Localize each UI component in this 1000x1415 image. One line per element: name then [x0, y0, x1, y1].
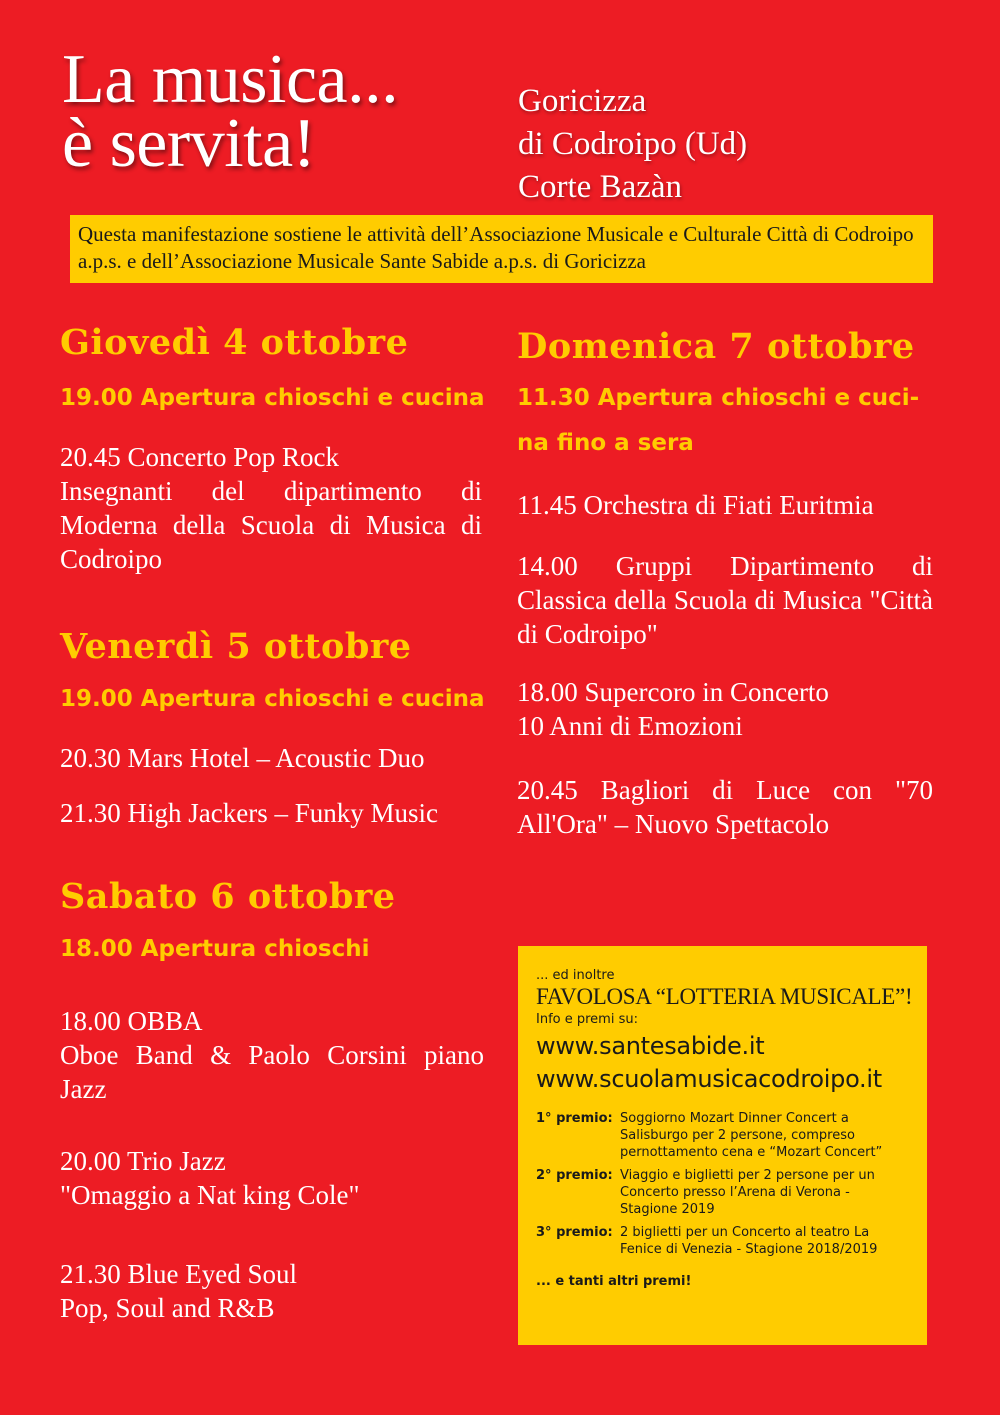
event-time: 18.00 — [60, 1006, 121, 1036]
title-line-1: La musica... — [62, 41, 399, 118]
lottery-box — [518, 946, 927, 1345]
event-venerdi-1 — [60, 741, 490, 775]
event-time: 14.00 — [517, 551, 578, 581]
lottery-more: ... e tanti altri premi! — [536, 1274, 692, 1289]
event-text: Blue Eyed Soul — [127, 1259, 297, 1289]
opening-domenica-line-1: 11.30 Apertura chioschi e cuci- — [517, 385, 920, 411]
support-banner: Questa manifestazione sostiene le attività dell’Associazione Musicale e Culturale Città di Codroipo a.p.s. e dell’Associazione Musicale Sante Sabide a.p.s. di Goricizza — [70, 215, 933, 283]
event-time: 21.30 — [60, 798, 121, 828]
prize-text: Soggiorno Mozart Dinner Concert a Salisburgo per 2 persone, compreso pernottamento cena e “Mozart Concert” — [620, 1111, 883, 1160]
event-time: 20.30 — [60, 743, 121, 773]
event-venerdi-2 — [60, 796, 490, 830]
event-text: Mars Hotel – Acoustic Duo — [127, 743, 425, 773]
event-desc: Oboe Band & Paolo Corsini piano Jazz — [60, 1040, 484, 1104]
prize-2 — [536, 1167, 909, 1218]
event-desc: Pop, Soul and R&B — [60, 1293, 275, 1323]
venue-line-1: Goricizza — [518, 83, 647, 119]
opening-giovedi: 19.00 Apertura chioschi e cucina — [60, 385, 485, 411]
opening-sabato: 18.00 Apertura chioschi — [60, 936, 370, 962]
event-text: Gruppi Dipartimento di Classica della Scuola di Musica "Città di Codroipo" — [517, 551, 933, 649]
venue — [518, 80, 747, 209]
lottery-link-scuolamusica[interactable]: www.scuolamusicacodroipo.it — [536, 1065, 882, 1093]
prize-3 — [536, 1224, 909, 1258]
event-domenica-1 — [517, 488, 937, 522]
event-time: 20.00 — [60, 1146, 121, 1176]
event-text: High Jackers – Funky Music — [127, 798, 438, 828]
lottery-link-santesabide[interactable]: www.santesabide.it — [536, 1032, 765, 1060]
event-sabato-3 — [60, 1257, 490, 1325]
poster-title — [62, 41, 399, 182]
prize-text: Viaggio e biglietti per 2 persone per un Concerto presso l’Arena di Verona - Stagione 2019 — [620, 1168, 875, 1217]
event-giovedi-1 — [60, 440, 482, 576]
event-domenica-3 — [517, 675, 937, 743]
prize-label: 3° premio: — [536, 1225, 613, 1240]
title-line-2: è servita! — [62, 105, 316, 182]
event-time: 11.45 — [517, 490, 577, 520]
opening-domenica-line-2: na fino a sera — [517, 430, 694, 456]
lottery-intro: ... ed inoltre — [536, 968, 615, 983]
lottery-info: Info e premi su: — [536, 1012, 638, 1027]
event-desc: Insegnanti del dipartimento di Moderna della Scuola di Musica di Codroipo — [60, 476, 482, 574]
event-domenica-2 — [517, 549, 933, 651]
day-title-giovedi: Giovedì 4 ottobre — [60, 322, 409, 363]
prize-label: 2° premio: — [536, 1168, 613, 1183]
event-time: 20.45 — [517, 775, 578, 805]
event-sabato-1 — [60, 1004, 484, 1106]
event-desc: 10 Anni di Emozioni — [517, 711, 743, 741]
lottery-title: FAVOLOSA “LOTTERIA MUSICALE”! — [536, 984, 913, 1009]
event-time: 20.45 — [60, 442, 121, 472]
day-title-domenica: Domenica 7 ottobre — [517, 326, 915, 367]
event-text: OBBA — [127, 1006, 203, 1036]
event-text: Supercoro in Concerto — [584, 677, 829, 707]
day-title-sabato: Sabato 6 ottobre — [60, 876, 396, 917]
opening-venerdi: 19.00 Apertura chioschi e cucina — [60, 686, 485, 712]
prize-1 — [536, 1110, 909, 1161]
event-sabato-2 — [60, 1144, 490, 1212]
day-title-venerdi: Venerdì 5 ottobre — [60, 626, 412, 667]
event-text: Bagliori di Luce con "70 All'Ora" – Nuovo Spettacolo — [517, 775, 933, 839]
event-text: Concerto Pop Rock — [127, 442, 339, 472]
event-time: 18.00 — [517, 677, 578, 707]
prize-text: 2 biglietti per un Concerto al teatro La Fenice di Venezia - Stagione 2018/2019 — [620, 1225, 878, 1257]
event-domenica-4 — [517, 773, 933, 841]
event-text: Orchestra di Fiati Euritmia — [583, 490, 874, 520]
prize-label: 1° premio: — [536, 1111, 613, 1126]
venue-line-3: Corte Bazàn — [518, 169, 683, 205]
event-text: Trio Jazz — [127, 1146, 226, 1176]
event-time: 21.30 — [60, 1259, 121, 1289]
venue-line-2: di Codroipo (Ud) — [518, 126, 748, 162]
event-desc: "Omaggio a Nat king Cole" — [60, 1180, 360, 1210]
